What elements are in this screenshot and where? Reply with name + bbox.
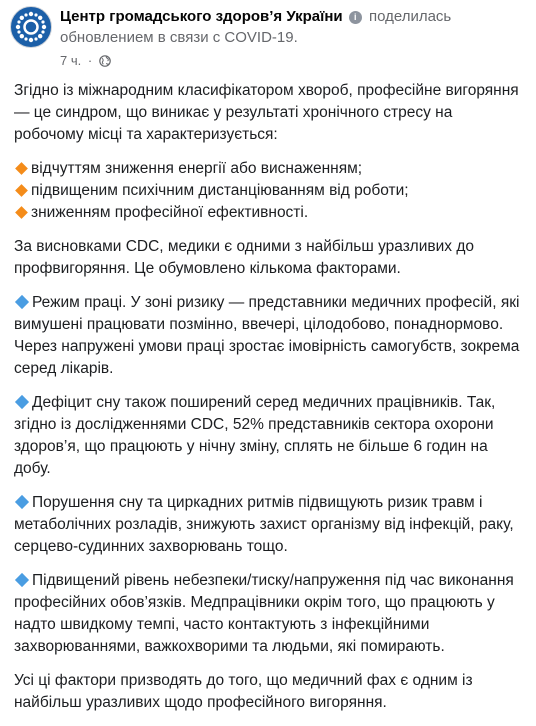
list-item: відчуттям зниження енергії або виснаженням; [14, 158, 526, 180]
verified-badge-icon: i [349, 11, 362, 24]
post-paragraph: Дефіцит сну також поширений серед медичних працівників. Так, згідно із дослідженнями CDC, 52% представників сектора охорони здоров’я, що працюють у нічну зміну, сплять не більше 6 годин на добу. [14, 394, 496, 477]
public-health-center-logo [14, 10, 48, 44]
page-name-link[interactable]: Центр громадського здоров’я України [60, 8, 343, 25]
meta-separator: · [87, 53, 93, 68]
post-paragraph: Режим праці. У зоні ризику — представники медичних професій, які вимушені працювати позмінно, ввечері, цілодобово, понаднормово. Через напружені умови праці зростає імовірність самогубств, зокрема серед лікарів. [14, 294, 520, 377]
blue-diamond-icon [15, 395, 29, 409]
post-body [14, 80, 526, 726]
post-list [14, 158, 526, 224]
post-timestamp[interactable]: 7 ч. [60, 53, 82, 68]
post-header [10, 6, 530, 70]
post-title [60, 6, 530, 48]
blue-diamond-icon [15, 495, 29, 509]
post-paragraph: За висновками CDC, медики є одними з найбільш уразливих до профвигоряння. Це обумовлено кількома факторами. [14, 238, 474, 277]
orange-diamond-icon [15, 184, 28, 197]
globe-icon[interactable] [99, 55, 111, 71]
blue-diamond-icon [15, 295, 29, 309]
blue-diamond-icon [15, 573, 29, 587]
post-paragraph: Порушення сну та циркадних ритмів підвищують ризик травм і метаболічних розладів, знижують захист організму від інфекцій, раку, серцево-судинних захворювань тощо. [14, 494, 514, 555]
post-action-text: поделилась обновлением в связи с COVID-19. [60, 8, 452, 46]
post-paragraph: Згідно із міжнародним класифікатором хвороб, професійне вигоряння — це синдром, що виникає у результаті хронічного стресу на робочому місці та характеризується: [14, 82, 519, 143]
page-avatar[interactable] [10, 6, 52, 48]
orange-diamond-icon [15, 206, 28, 219]
post-paragraph: Підвищений рівень небезпеки/тиску/напруження під час виконання професійних обов’язків. Медпрацівники окрім того, що працюють у надто швидкому темпі, часто контактують з інфекційними захворюваннями, важкохворими та людьми, які помирають. [14, 572, 514, 655]
post-paragraph: Усі ці фактори призводять до того, що медичний фах є одним із найбільш уразливих щодо професійного вигоряння. [14, 672, 473, 711]
list-item: підвищеним психічним дистанціюванням від роботи; [14, 180, 526, 202]
orange-diamond-icon [15, 162, 28, 175]
post-meta [60, 53, 111, 71]
list-item: зниженням професійної ефективності. [14, 202, 526, 224]
